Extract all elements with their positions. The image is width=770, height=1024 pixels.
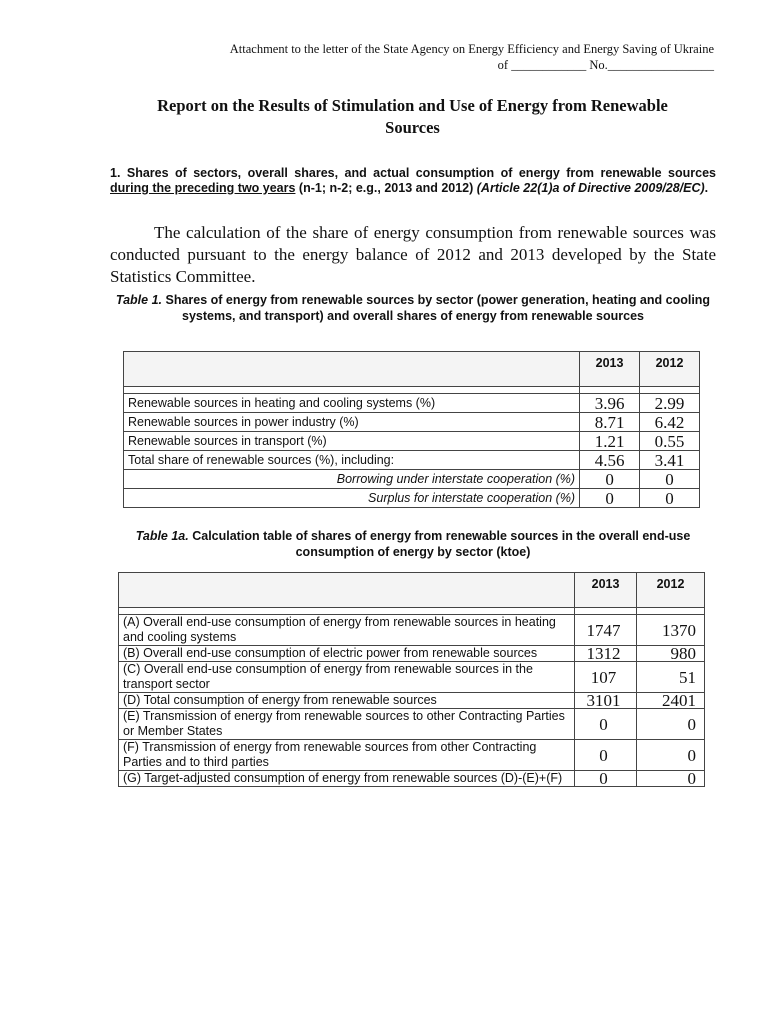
table-row [124,413,700,432]
report-title [100,95,725,139]
value-2012: 2401 [637,693,705,709]
report-title-line-1: Report on the Results of Stimulation and Use of Energy from Renewable [157,96,668,115]
attachment-line-2: of ____________ No._________________ [497,58,714,72]
value-2012: 0 [637,740,705,771]
report-title-line-2: Sources [385,118,440,137]
row-label: (D) Total consumption of energy from renewable sources [119,693,575,709]
table-1a-header-2012: 2012 [637,573,705,608]
table-1a-caption-text: Calculation table of shares of energy from renewable sources in the overall end-use consumption of energy by sector (ktoe) [188,529,691,559]
row-label: Renewable sources in heating and cooling systems (%) [124,394,580,413]
table-1-header-2012: 2012 [640,352,700,387]
table-1-caption [110,292,716,324]
section-1-underlined: during the preceding two years [110,181,296,195]
row-label: Renewable sources in transport (%) [124,432,580,451]
row-label: Total share of renewable sources (%), including: [124,451,580,470]
table-1a [118,572,705,787]
value-2012: 0 [637,771,705,787]
table-row [119,646,705,662]
table-1a-header-blank [119,573,575,608]
value-2012: 6.42 [640,413,700,432]
row-label: Borrowing under interstate cooperation (%) [124,470,580,489]
table-row [124,489,700,508]
value-2013: 1.21 [580,432,640,451]
value-2012: 0 [640,470,700,489]
row-label: Surplus for interstate cooperation (%) [124,489,580,508]
table-row [124,451,700,470]
table-row [119,615,705,646]
value-2012: 1370 [637,615,705,646]
value-2012: 0 [640,489,700,508]
attachment-line-1: Attachment to the letter of the State Agency on Energy Efficiency and Energy Saving of Ukraine [229,42,714,56]
table-1 [123,351,700,508]
value-2013: 4.56 [580,451,640,470]
value-2012: 2.99 [640,394,700,413]
section-1-text: 1. Shares of sectors, overall shares, and actual consumption of energy from renewable sources [110,166,716,180]
row-label: (E) Transmission of energy from renewable sources to other Contracting Parties or Member States [119,709,575,740]
value-2013: 8.71 [580,413,640,432]
value-2012: 0 [637,709,705,740]
value-2012: 51 [637,662,705,693]
section-1-article: (Article 22(1)a of Directive 2009/28/EC) [476,181,705,195]
value-2013: 107 [575,662,637,693]
table-1-spacer [124,387,700,394]
table-1-caption-label: Table 1. [115,293,163,307]
value-2013: 3101 [575,693,637,709]
table-1a-header-row [119,573,705,608]
table-row [119,662,705,693]
table-1a-spacer [119,608,705,615]
table-row [119,771,705,787]
section-1-end: . [704,181,709,195]
value-2012: 3.41 [640,451,700,470]
section-1-years: (n-1; n-2; e.g., 2013 and 2012) [295,181,477,195]
value-2013: 0 [580,489,640,508]
table-1-header-blank [124,352,580,387]
value-2013: 1747 [575,615,637,646]
value-2013: 0 [575,771,637,787]
table-row [124,394,700,413]
value-2013: 1312 [575,646,637,662]
row-label: (F) Transmission of energy from renewable sources from other Contracting Parties and to third parties [119,740,575,771]
row-label: (G) Target-adjusted consumption of energy from renewable sources (D)-(E)+(F) [119,771,575,787]
table-1a-header-2013: 2013 [575,573,637,608]
value-2012: 980 [637,646,705,662]
row-label: (B) Overall end-use consumption of electric power from renewable sources [119,646,575,662]
row-label: (A) Overall end-use consumption of energy from renewable sources in heating and cooling systems [119,615,575,646]
section-1-heading [110,166,716,196]
table-1a-caption-label: Table 1a. [135,529,189,543]
attachment-header [114,41,714,73]
row-label: Renewable sources in power industry (%) [124,413,580,432]
table-row [124,470,700,489]
table-row [124,432,700,451]
body-paragraph: The calculation of the share of energy consumption from renewable sources was conducted pursuant to the energy balance of 2012 and 2013 developed by the State Statistics Committee. [110,223,716,286]
value-2013: 0 [580,470,640,489]
value-2013: 3.96 [580,394,640,413]
value-2012: 0.55 [640,432,700,451]
row-label: (C) Overall end-use consumption of energy from renewable sources in the transport sector [119,662,575,693]
table-1-header-2013: 2013 [580,352,640,387]
table-row [119,740,705,771]
table-row [119,709,705,740]
table-1-caption-text: Shares of energy from renewable sources by sector (power generation, heating and cooling systems, and transport) and overall shares of energy from renewable sources [162,293,711,323]
value-2013: 0 [575,740,637,771]
table-row [119,693,705,709]
table-1a-caption [110,528,716,560]
table-1-header-row [124,352,700,387]
value-2013: 0 [575,709,637,740]
